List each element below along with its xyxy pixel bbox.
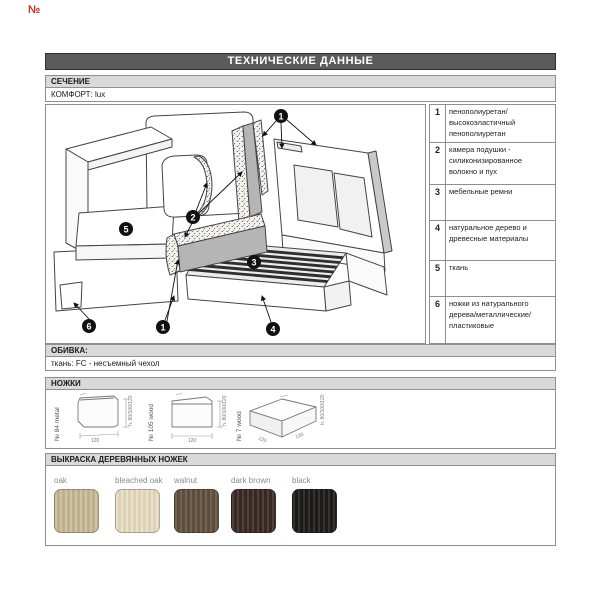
callout-2: 2 (190, 212, 196, 223)
leg-height-dim: h. 80/100/120 (222, 395, 228, 426)
upholstery-value: ткань: FC - несъемный чехол (51, 359, 160, 368)
row-number: 3 (430, 185, 446, 220)
sofa-shapes (54, 112, 392, 311)
swatch-label: oak (54, 476, 67, 485)
section-leg-colors-header: ВЫКРАСКА ДЕРЕВЯННЫХ НОЖЕК (46, 454, 555, 466)
row-number: 5 (430, 261, 446, 296)
row-number: 2 (430, 143, 446, 184)
section-legs (45, 377, 556, 449)
row-number: 4 (430, 221, 446, 260)
leg-width-dim: 120 (257, 435, 268, 445)
callout-4: 4 (270, 324, 276, 335)
section-cross-section (45, 75, 556, 102)
color-swatches (46, 466, 555, 544)
row-text: мебельные ремни (449, 187, 513, 196)
callout-6: 6 (86, 321, 92, 332)
comfort-value: КОМФОРТ: lux (51, 90, 106, 99)
swatch-color (231, 489, 276, 533)
sofa-diagram-svg (46, 105, 425, 343)
leg-height-dim: h. 80/100/120 (320, 394, 326, 425)
leg-height-dim: h. 80/100/120 (128, 395, 134, 426)
leg-7-wood-figure (232, 391, 332, 447)
section-leg-colors (45, 453, 556, 546)
row-text: натуральное дерево и древесные материалы (449, 223, 529, 243)
swatch-color (174, 489, 219, 533)
table-row (430, 297, 555, 343)
row-text: камера подушки - силиконизированное волокно и пух (449, 145, 523, 176)
swatch-black (292, 476, 342, 533)
corner-number-mark: № (28, 4, 41, 16)
section-legs-header: НОЖКИ (46, 378, 555, 390)
leg-width-dim: 120 (187, 438, 197, 444)
leg-label: № 84 metal (54, 407, 61, 441)
callout-3: 3 (251, 257, 257, 268)
section-upholstery-header: ОБИВКА: (46, 345, 555, 357)
swatch-color (292, 489, 337, 533)
swatch-walnut (174, 476, 224, 533)
swatch-label: dark brown (231, 476, 271, 485)
section-cross-section-header: СЕЧЕНИЕ (46, 76, 555, 88)
table-row (430, 261, 555, 297)
row-number: 6 (430, 297, 446, 343)
table-row (430, 105, 555, 143)
table-row (430, 143, 555, 185)
callout-1-top: 1 (278, 111, 284, 122)
table-row (430, 221, 555, 261)
swatch-oak (54, 476, 104, 533)
leg-label: № 7 wood (236, 411, 243, 441)
swatch-label: black (292, 476, 311, 485)
swatch-label: bleached oak (115, 476, 163, 485)
leg-width-dim-2: 120 (294, 431, 305, 441)
leg-width-dim: 120 (90, 438, 100, 444)
row-text: пенополиуретан/ высокоэластичный пенополиуретан (449, 107, 516, 138)
callout-1-bottom: 1 (160, 322, 166, 333)
page-title: ТЕХНИЧЕСКИЕ ДАННЫЕ (45, 53, 556, 70)
swatch-color (54, 489, 99, 533)
sofa-cutaway-diagram (45, 104, 426, 344)
swatch-label: walnut (174, 476, 198, 485)
row-text: ножки из натурального дерева/металлические/пластиковые (449, 299, 532, 330)
swatch-color (115, 489, 160, 533)
table-row (430, 185, 555, 221)
swatch-dark-brown (231, 476, 281, 533)
section-upholstery (45, 344, 556, 371)
leg-label: № 105 wood (148, 404, 155, 441)
leg-105-wood-figure (144, 391, 239, 447)
callout-5: 5 (123, 224, 129, 235)
row-text: ткань (449, 263, 469, 272)
legs-drawings (46, 390, 555, 448)
materials-table (429, 104, 556, 344)
row-number: 1 (430, 105, 446, 142)
swatch-bleached-oak (115, 476, 165, 533)
leg-84-metal-figure (50, 391, 145, 447)
